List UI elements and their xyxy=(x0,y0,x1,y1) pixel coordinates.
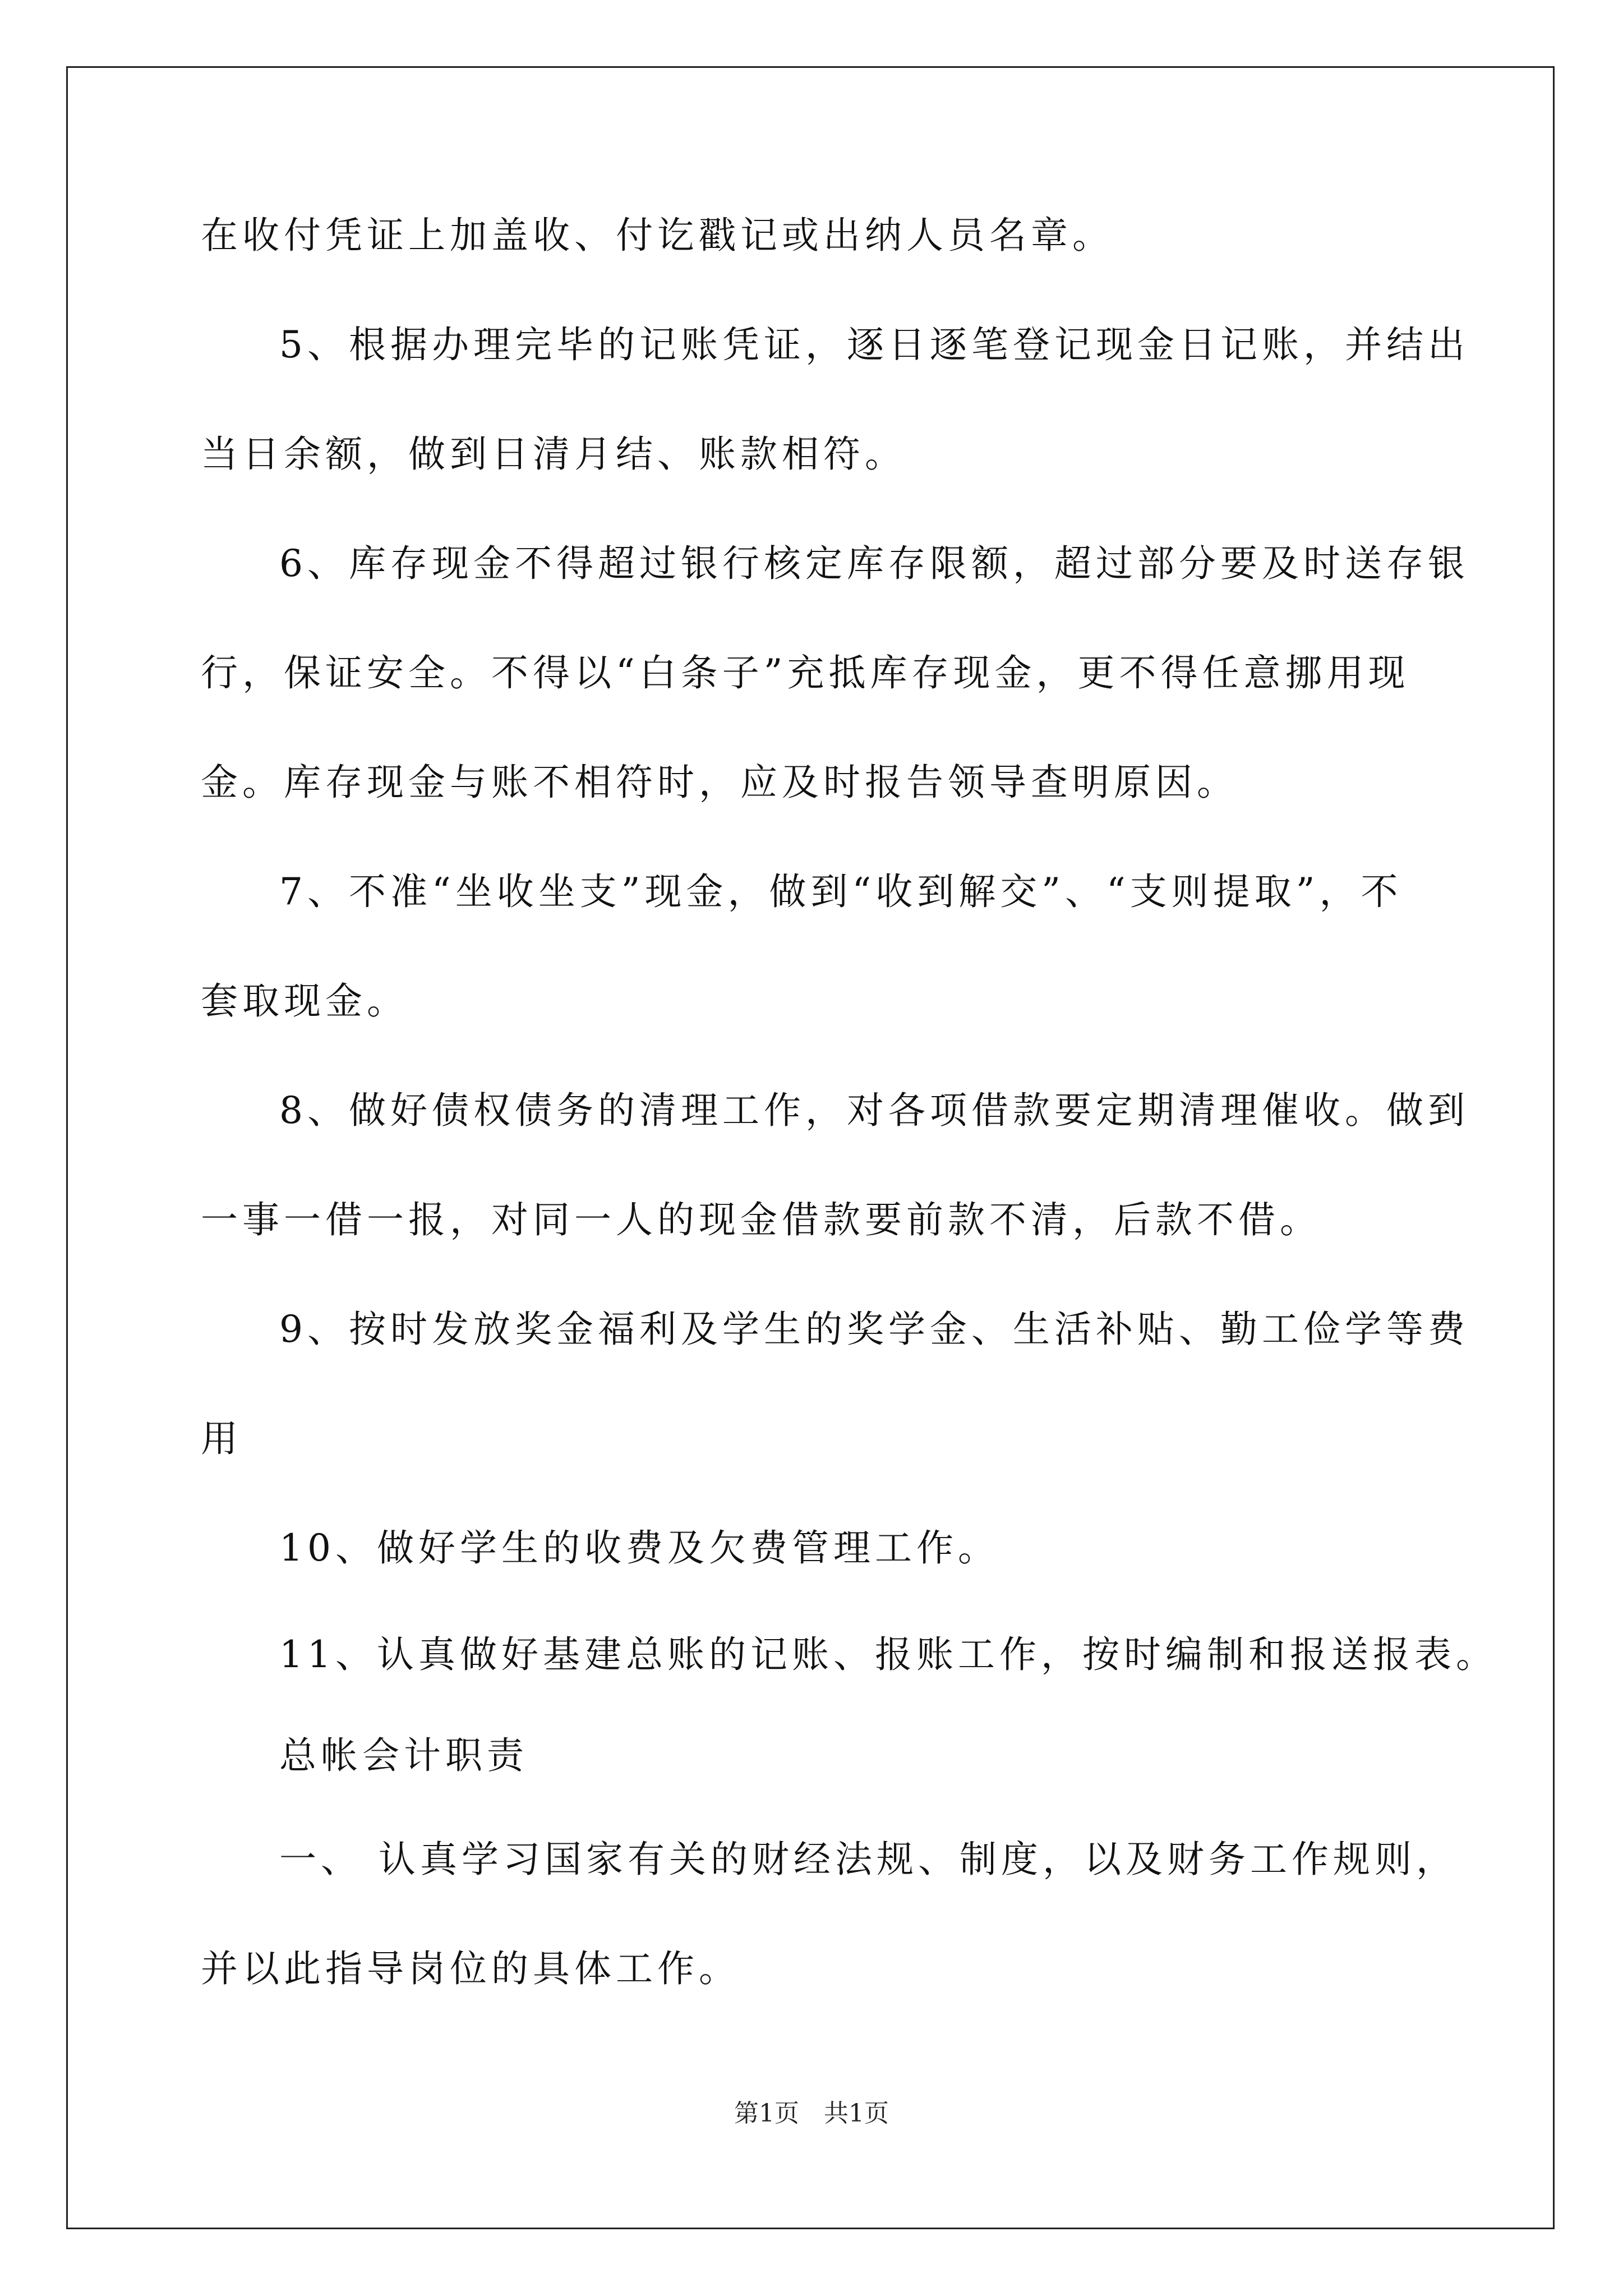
text-line: 5、根据办理完毕的记账凭证，逐日逐笔登记现金日记账，并结出 xyxy=(279,323,1469,366)
text-line: 10、做好学生的收费及欠费管理工作。 xyxy=(279,1526,999,1570)
text-line: 用 xyxy=(201,1417,242,1460)
text-line: 一事一借一报，对同一人的现金借款要前款不清，后款不借。 xyxy=(201,1198,1321,1241)
text-line: 在收付凭证上加盖收、付讫戳记或出纳人员名章。 xyxy=(201,214,1114,257)
text-line: 9、按时发放奖金福利及学生的奖学金、生活补贴、勤工俭学等费 xyxy=(279,1308,1469,1351)
page-footer: 第1页 共1页 xyxy=(734,2099,889,2128)
text-line: 7、不准“坐收坐支”现金，做到“收到解交”、“支则提取”，不 xyxy=(279,870,1403,913)
page-border xyxy=(66,66,1555,2229)
text-line: 行，保证安全。不得以“白条子”充抵库存现金，更不得任意挪用现 xyxy=(201,651,1410,694)
text-line: 套取现金。 xyxy=(201,979,408,1023)
text-line: 并以此指导岗位的具体工作。 xyxy=(201,1947,740,1990)
text-line: 金。库存现金与账不相符时，应及时报告领导查明原因。 xyxy=(201,761,1238,804)
text-line: 一、 认真学习国家有关的财经法规、制度，以及财务工作规则， xyxy=(279,1838,1458,1881)
section-heading: 总帐会计职责 xyxy=(279,1734,528,1777)
text-line: 8、做好债权债务的清理工作，对各项借款要定期清理催收。做到 xyxy=(279,1089,1469,1132)
text-line: 6、库存现金不得超过银行核定库存限额，超过部分要及时送存银 xyxy=(279,542,1469,585)
text-line: 11、认真做好基建总账的记账、报账工作，按时编制和报送报表。 xyxy=(279,1633,1497,1676)
text-line: 当日余额，做到日清月结、账款相符。 xyxy=(201,432,906,476)
